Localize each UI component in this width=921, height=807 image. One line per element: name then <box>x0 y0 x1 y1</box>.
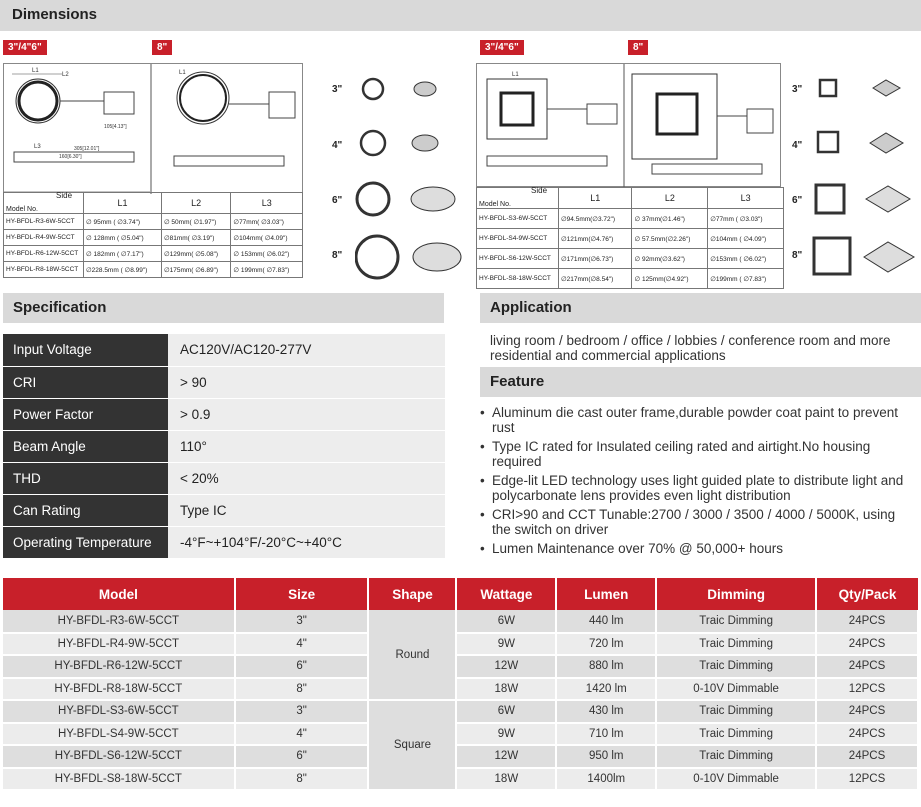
col-l3: L3 <box>708 188 784 209</box>
cell: 3" <box>235 700 369 723</box>
spec-key: Beam Angle <box>3 430 168 462</box>
cell: HY-BFDL-R4-9W-5CCT <box>3 633 235 656</box>
cell: ∅ 153mm( ∅6.02") <box>231 246 303 262</box>
model-no-label: Model No. <box>479 201 511 208</box>
spec-value: < 20% <box>168 462 445 494</box>
dim-105: 105[4.13"] <box>104 124 127 130</box>
cell: ∅228.5mm ( ∅8.99") <box>84 262 162 278</box>
feature-list <box>476 405 916 560</box>
cell: ∅199mm ( ∅7.83") <box>708 269 784 289</box>
cell: ∅ 199mm( ∅7.83") <box>231 262 303 278</box>
feature-item: • Type IC rated for Insulated ceiling rated and airtight.No housing required <box>492 439 916 469</box>
spec-value: Type IC <box>168 494 445 526</box>
square-size-tag-large: 8" <box>628 40 648 55</box>
dim-305: 305[12.01"] <box>74 146 100 152</box>
round-technical-drawing <box>4 64 304 194</box>
size-3-label: 3" <box>332 84 343 95</box>
square-dimension-table <box>476 187 784 289</box>
cell: 1400lm <box>556 768 656 791</box>
cell: Traic Dimming <box>656 723 816 746</box>
square-product-images <box>808 72 920 292</box>
l2-label: L2 <box>62 72 69 78</box>
cell: ∅ 128mm ( ∅5.04") <box>84 230 162 246</box>
table-row <box>3 678 918 701</box>
col-dimming: Dimming <box>656 578 816 610</box>
table-row <box>3 655 918 678</box>
dim-160: 160[6.30"] <box>59 154 82 160</box>
cell: 430 lm <box>556 700 656 723</box>
spec-value: 110° <box>168 430 445 462</box>
cell: ∅175mm( ∅6.89") <box>161 262 230 278</box>
cell: ∅94.5mm(∅3.72") <box>559 209 632 229</box>
cell: 12W <box>456 745 556 768</box>
cell: ∅ 57.5mm(∅2.26") <box>632 229 708 249</box>
col-l1: L1 <box>84 193 162 214</box>
cell: ∅121mm(∅4.76") <box>559 229 632 249</box>
specification-header <box>3 293 444 323</box>
spec-value: > 0.9 <box>168 398 445 430</box>
feature-item: • Aluminum die cast outer frame,durable powder coat paint to prevent rust <box>492 405 916 435</box>
col-l2: L2 <box>161 193 230 214</box>
cell: 950 lm <box>556 745 656 768</box>
feature-item: • Edge-lit LED technology uses light guided plate to distribute light and polycarbonate lens provides even light distribution <box>492 473 916 503</box>
specification-title: Specification <box>13 299 107 316</box>
table-row <box>3 745 918 768</box>
sq-l1-label: L1 <box>512 72 519 78</box>
col-size: Size <box>235 578 369 610</box>
col-l1: L1 <box>559 188 632 209</box>
size-6-label: 6" <box>332 195 343 206</box>
feature-header <box>480 367 921 397</box>
cell: ∅171mm(∅6.73") <box>559 249 632 269</box>
size-4-label: 4" <box>332 140 343 151</box>
size-8-label: 8" <box>332 250 343 261</box>
square-size-tag-small: 3"/4"6" <box>480 40 524 55</box>
cell: HY-BFDL-S4-9W-5CCT <box>3 723 235 746</box>
shape-round: Round <box>368 610 456 700</box>
cell: ∅ 92mm(∅3.62") <box>632 249 708 269</box>
cell: HY-BFDL-S3-6W-5CCT <box>3 700 235 723</box>
table-row <box>3 700 918 723</box>
cell: 24PCS <box>816 723 918 746</box>
models-table <box>3 578 919 791</box>
cell: 8" <box>235 678 369 701</box>
table-row <box>3 610 918 633</box>
size-tag-large: 8" <box>152 40 172 55</box>
cell: 24PCS <box>816 610 918 633</box>
cell: 24PCS <box>816 633 918 656</box>
cell: ∅153mm ( ∅6.02") <box>708 249 784 269</box>
spec-value: AC120V/AC120-277V <box>168 334 445 366</box>
application-text: living room / bedroom / office / lobbies / conference room and more residential and commercial applications <box>490 333 891 363</box>
col-lumen: Lumen <box>556 578 656 610</box>
sq-size-6-label: 6" <box>792 195 803 206</box>
square-drawing-box <box>476 63 781 187</box>
l1-label-large: L1 <box>179 70 186 76</box>
side-label: Side <box>531 186 548 195</box>
spec-key: Power Factor <box>3 398 168 430</box>
cell: ∅ 182mm ( ∅7.17") <box>84 246 162 262</box>
spec-key: CRI <box>3 366 168 398</box>
cell: 8" <box>235 768 369 791</box>
cell: ∅77mm ( ∅3.03") <box>708 209 784 229</box>
cell: ∅ 95mm ( ∅3.74") <box>84 214 162 230</box>
sq-size-4-label: 4" <box>792 140 803 151</box>
spec-key: THD <box>3 462 168 494</box>
cell: 9W <box>456 723 556 746</box>
cell: ∅104mm( ∅4.09") <box>231 230 303 246</box>
cell: ∅81mm( ∅3.19") <box>161 230 230 246</box>
cell: HY-BFDL-S4-9W-5CCT <box>477 229 559 249</box>
cell: HY-BFDL-R6-12W-5CCT <box>3 655 235 678</box>
feature-item: • CRI>90 and CCT Tunable:2700 / 3000 / 3500 / 4000 / 5000K, using the switch on driver <box>492 507 916 537</box>
cell: ∅217mm(∅8.54") <box>559 269 632 289</box>
cell: 720 lm <box>556 633 656 656</box>
cell: HY-BFDL-R3-6W-5CCT <box>4 214 84 230</box>
cell: HY-BFDL-R6-12W-5CCT <box>4 246 84 262</box>
cell: 710 lm <box>556 723 656 746</box>
shape-square: Square <box>368 700 456 790</box>
cell: 18W <box>456 678 556 701</box>
cell: HY-BFDL-S3-6W-5CCT <box>477 209 559 229</box>
cell: 880 lm <box>556 655 656 678</box>
cell: 6W <box>456 610 556 633</box>
cell: 4" <box>235 723 369 746</box>
cell: 3" <box>235 610 369 633</box>
table-row <box>3 723 918 746</box>
cell: 24PCS <box>816 745 918 768</box>
cell: HY-BFDL-R8-18W-5CCT <box>3 678 235 701</box>
l3-label: L3 <box>34 144 41 150</box>
round-product-images <box>355 72 465 292</box>
cell: HY-BFDL-R3-6W-5CCT <box>3 610 235 633</box>
cell: 24PCS <box>816 700 918 723</box>
cell: 0-10V Dimmable <box>656 678 816 701</box>
round-drawing-box <box>3 63 303 193</box>
cell: HY-BFDL-R8-18W-5CCT <box>4 262 84 278</box>
cell: HY-BFDL-S6-12W-5CCT <box>477 249 559 269</box>
application-header <box>480 293 921 323</box>
feature-title: Feature <box>490 373 545 390</box>
cell: Traic Dimming <box>656 633 816 656</box>
cell: 440 lm <box>556 610 656 633</box>
cell: ∅77mm( ∅3.03") <box>231 214 303 230</box>
cell: Traic Dimming <box>656 700 816 723</box>
l1-label: L1 <box>32 68 39 74</box>
cell: HY-BFDL-S8-18W-5CCT <box>477 269 559 289</box>
cell: 0-10V Dimmable <box>656 768 816 791</box>
col-shape: Shape <box>368 578 456 610</box>
cell: 6" <box>235 745 369 768</box>
cell: 6W <box>456 700 556 723</box>
spec-key: Input Voltage <box>3 334 168 366</box>
col-wattage: Wattage <box>456 578 556 610</box>
cell: 18W <box>456 768 556 791</box>
table-row <box>3 768 918 791</box>
cell: 4" <box>235 633 369 656</box>
dimensions-header <box>0 0 921 31</box>
cell: ∅ 50mm( ∅1.97") <box>161 214 230 230</box>
sq-size-8-label: 8" <box>792 250 803 261</box>
col-model: Model <box>3 578 235 610</box>
application-title: Application <box>490 299 572 316</box>
cell: 6" <box>235 655 369 678</box>
spec-value: -4°F~+104°F/-20°C~+40°C <box>168 526 445 558</box>
feature-item: • Lumen Maintenance over 70% @ 50,000+ hours <box>492 541 916 556</box>
cell: Traic Dimming <box>656 610 816 633</box>
round-dimension-table <box>3 192 303 278</box>
col-l2: L2 <box>632 188 708 209</box>
cell: HY-BFDL-S8-18W-5CCT <box>3 768 235 791</box>
cell: Traic Dimming <box>656 655 816 678</box>
cell: ∅104mm ( ∅4.09") <box>708 229 784 249</box>
square-technical-drawing <box>477 64 782 188</box>
cell: 12W <box>456 655 556 678</box>
spec-value: > 90 <box>168 366 445 398</box>
cell: ∅129mm( ∅5.08") <box>161 246 230 262</box>
col-l3: L3 <box>231 193 303 214</box>
side-label: Side <box>56 191 73 200</box>
cell: Traic Dimming <box>656 745 816 768</box>
cell: ∅ 37mm(∅1.46") <box>632 209 708 229</box>
cell: 1420 lm <box>556 678 656 701</box>
cell: ∅ 125mm(∅4.92") <box>632 269 708 289</box>
sq-size-3-label: 3" <box>792 84 803 95</box>
spec-key: Can Rating <box>3 494 168 526</box>
col-qty: Qty/Pack <box>816 578 918 610</box>
specification-table <box>3 334 445 559</box>
model-no-label: Model No. <box>6 206 38 213</box>
cell: HY-BFDL-S6-12W-5CCT <box>3 745 235 768</box>
dimensions-title: Dimensions <box>12 6 98 23</box>
spec-key: Operating Temperature <box>3 526 168 558</box>
cell: 24PCS <box>816 655 918 678</box>
cell: 12PCS <box>816 678 918 701</box>
cell: 9W <box>456 633 556 656</box>
table-row <box>3 633 918 656</box>
cell: HY-BFDL-R4-9W-5CCT <box>4 230 84 246</box>
size-tag-small: 3"/4"6" <box>3 40 47 55</box>
cell: 12PCS <box>816 768 918 791</box>
